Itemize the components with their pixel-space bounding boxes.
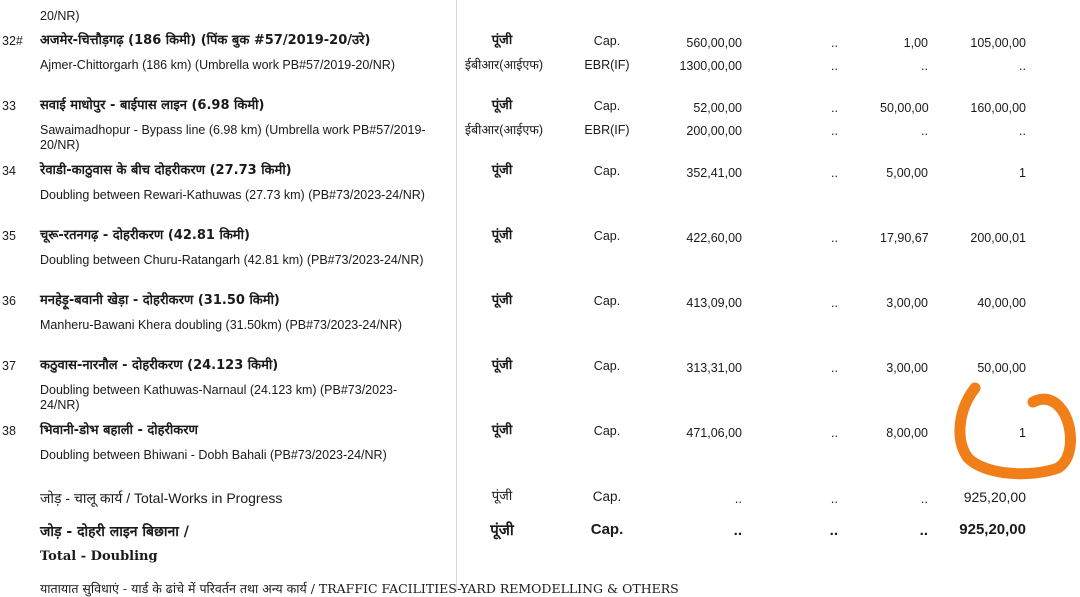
expenditure-col1: .. — [831, 166, 838, 180]
fund-source: Cap. — [593, 34, 621, 48]
estimated-cost: 52,00,00 — [693, 101, 742, 115]
section-heading: यातायात सुविधाएं - यार्ड के ढांचे में परिवर्तन तथा अन्य कार्य / TRAFFIC FACILITIES-YARD REMODELLING & OTHERS — [40, 581, 679, 596]
fund-source: Cap. — [593, 164, 621, 178]
serial-number: 33 — [2, 99, 16, 113]
total-wip-cost: .. — [734, 491, 742, 506]
expenditure-col2: 5,00,00 — [886, 166, 928, 180]
total-wip-c3: 925,20,00 — [963, 489, 1026, 505]
outlay-col3: 50,00,00 — [977, 361, 1026, 375]
fund-source-hindi: पूंजी — [491, 228, 513, 243]
total-doubling-cost: .. — [733, 522, 742, 539]
total-wip-c1: .. — [830, 491, 838, 506]
fund-source-hindi: पूंजी — [491, 163, 513, 178]
work-title-english-continued: 20/NR) — [40, 138, 80, 152]
work-title-hindi: कठुवास-नारनौल - दोहरीकरण (24.123 किमी) — [40, 358, 279, 373]
expenditure-col2-secondary: .. — [921, 59, 928, 73]
work-title-hindi: अजमेर-चित्तौड़गढ़ (186 किमी) (पिंक बुक #57/2019-20/उरे) — [40, 33, 371, 48]
total-wip-label: जोड़ - चालू कार्य / Total-Works in Progress — [40, 490, 283, 506]
outlay-col3: 105,00,00 — [970, 36, 1026, 50]
fund-source-hindi-secondary: ईबीआर(आईएफ) — [464, 58, 544, 72]
outlay-col3: 1 — [1019, 166, 1026, 180]
serial-number: 32# — [2, 34, 23, 48]
expenditure-col2: 50,00,00 — [880, 101, 929, 115]
total-doubling-c2: .. — [919, 522, 928, 539]
estimated-cost: 422,60,00 — [686, 231, 742, 245]
total-doubling-label-hi: जोड़ - दोहरी लाइन बिछाना / — [40, 524, 189, 540]
expenditure-col1: .. — [831, 361, 838, 375]
expenditure-col1: .. — [831, 36, 838, 50]
fund-source-hindi: पूंजी — [491, 293, 513, 308]
column-divider — [456, 0, 457, 592]
work-title-english: Sawaimadhopur - Bypass line (6.98 km) (Umbrella work PB#57/2019- — [40, 123, 426, 137]
total-doubling-label-en: Total - Doubling — [40, 549, 158, 564]
expenditure-col1-secondary: .. — [831, 59, 838, 73]
work-title-english: Ajmer-Chittorgarh (186 km) (Umbrella work PB#57/2019-20/NR) — [40, 58, 395, 72]
fund-source: Cap. — [593, 99, 621, 113]
work-title-english: Doubling between Kathuwas-Narnaul (24.123 km) (PB#73/2023- — [40, 383, 398, 397]
fund-source-secondary: EBR(IF) — [584, 58, 630, 72]
expenditure-col2: 3,00,00 — [886, 361, 928, 375]
serial-number: 34 — [2, 164, 16, 178]
outlay-col3: 160,00,00 — [970, 101, 1026, 115]
expenditure-col1: .. — [831, 101, 838, 115]
total-doubling-fund-en: Cap. — [590, 521, 624, 538]
estimated-cost: 313,31,00 — [686, 361, 742, 375]
expenditure-col2-secondary: .. — [921, 124, 928, 138]
fund-source-secondary: EBR(IF) — [584, 123, 630, 137]
outlay-col3: 1 — [1019, 426, 1026, 440]
work-title-english: Manheru-Bawani Khera doubling (31.50km) (PB#73/2023-24/NR) — [40, 318, 403, 332]
expenditure-col1: .. — [831, 231, 838, 245]
work-title-english: Doubling between Rewari-Kathuwas (27.73 km) (PB#73/2023-24/NR) — [40, 188, 425, 202]
fund-source-hindi: पूंजी — [491, 423, 513, 438]
total-doubling-c1: .. — [829, 522, 838, 539]
estimated-cost-secondary: 200,00,00 — [686, 124, 742, 138]
fund-source: Cap. — [593, 359, 621, 373]
work-title-hindi: मनहेड़ू-बवानी खेड़ा - दोहरीकरण (31.50 किमी) — [40, 293, 280, 308]
expenditure-col1: .. — [831, 426, 838, 440]
expenditure-col2: 1,00 — [903, 36, 928, 50]
outlay-col3-secondary: .. — [1019, 59, 1026, 73]
work-title-hindi: रेवाडी-काठुवास के बीच दोहरीकरण (27.73 किमी) — [40, 163, 292, 178]
total-wip-fund-hi: पूंजी — [491, 489, 513, 504]
fund-source-hindi: पूंजी — [491, 98, 513, 113]
fund-source-hindi-secondary: ईबीआर(आईएफ) — [464, 123, 544, 137]
outlay-col3: 200,00,01 — [970, 231, 1026, 245]
expenditure-col1: .. — [831, 296, 838, 310]
estimated-cost: 471,06,00 — [686, 426, 742, 440]
total-wip-c2: .. — [920, 491, 928, 506]
estimated-cost: 413,09,00 — [686, 296, 742, 310]
expenditure-col2: 3,00,00 — [886, 296, 928, 310]
serial-number: 35 — [2, 229, 16, 243]
outlay-col3: 40,00,00 — [977, 296, 1026, 310]
work-title-english-continued: 24/NR) — [40, 398, 80, 412]
fund-source: Cap. — [593, 294, 621, 308]
serial-number: 37 — [2, 359, 16, 373]
fund-source-hindi: पूंजी — [491, 358, 513, 373]
work-title-english: Doubling between Bhiwani - Dobh Bahali (PB#73/2023-24/NR) — [40, 448, 387, 462]
serial-number: 36 — [2, 294, 16, 308]
continued-text: 20/NR) — [40, 9, 80, 23]
work-title-english: Doubling between Churu-Ratangarh (42.81 km) (PB#73/2023-24/NR) — [40, 253, 424, 267]
fund-source: Cap. — [593, 229, 621, 243]
total-wip-fund-en: Cap. — [592, 489, 622, 504]
fund-source-hindi: पूंजी — [491, 33, 513, 48]
fund-source: Cap. — [593, 424, 621, 438]
estimated-cost-secondary: 1300,00,00 — [679, 59, 742, 73]
work-title-hindi: सवाई माधोपुर - बाईपास लाइन (6.98 किमी) — [40, 98, 265, 113]
work-title-hindi: चूरू-रतनगढ़ - दोहरीकरण (42.81 किमी) — [40, 228, 250, 243]
expenditure-col2: 17,90,67 — [880, 231, 929, 245]
total-doubling-c3: 925,20,00 — [959, 521, 1026, 538]
expenditure-col2: 8,00,00 — [886, 426, 928, 440]
estimated-cost: 560,00,00 — [686, 36, 742, 50]
estimated-cost: 352,41,00 — [686, 166, 742, 180]
outlay-col3-secondary: .. — [1019, 124, 1026, 138]
work-title-hindi: भिवानी-डोभ बहाली - दोहरीकरण — [40, 423, 198, 438]
total-doubling-fund-hi: पूंजी — [490, 521, 514, 539]
expenditure-col1-secondary: .. — [831, 124, 838, 138]
serial-number: 38 — [2, 424, 16, 438]
